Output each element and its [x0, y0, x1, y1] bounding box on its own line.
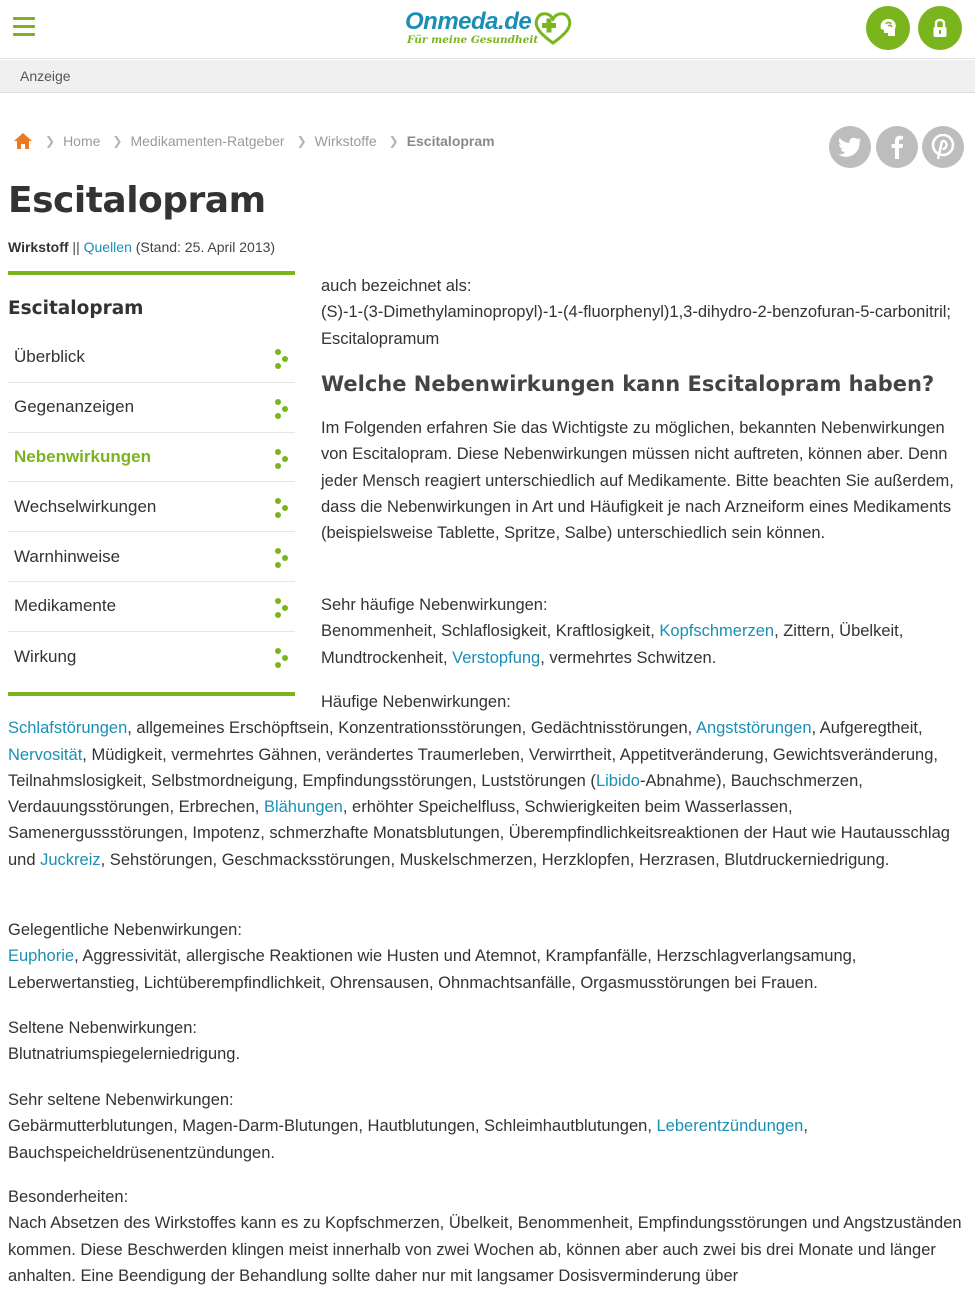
sidebar-item-medikamente[interactable]: [8, 582, 295, 632]
sidebar-item-label: Überblick: [14, 347, 85, 367]
link-leberentzuendungen[interactable]: Leberentzündungen: [656, 1117, 804, 1136]
text-run: , Aufgeregtheit,: [811, 719, 923, 738]
sidebar-title: Escitalopram: [8, 298, 144, 319]
common-effects: [8, 689, 973, 873]
link-schlafstoerungen[interactable]: Schlafstörungen: [8, 719, 128, 738]
article-meta: [8, 239, 275, 255]
text-run: , vermehrtes Schwitzen.: [540, 648, 717, 667]
sources-link[interactable]: Quellen: [83, 239, 132, 255]
dots-icon: [275, 648, 289, 668]
sidebar-item-label: Wirkung: [14, 646, 77, 666]
breadcrumb-home[interactable]: Home: [63, 133, 101, 149]
ad-bar: [0, 60, 975, 93]
link-juckreiz[interactable]: Juckreiz: [40, 850, 101, 869]
text-run: , allgemeines Erschöpftsein, Konzentrationsstörungen, Gedächtnisstörungen,: [127, 719, 696, 738]
text-run: , Bauchspeicheldrüsenentzündungen.: [8, 1117, 808, 1162]
top-header: [0, 0, 975, 59]
breadcrumb-wirkstoffe[interactable]: Wirkstoffe: [314, 133, 377, 149]
link-euphorie[interactable]: Euphorie: [8, 947, 75, 966]
occasional-effects: [8, 917, 968, 996]
sidebar-item-wechselwirkungen[interactable]: [8, 482, 295, 532]
chevron-right-icon: ❯: [112, 134, 123, 148]
sidebar-item-label: Gegenanzeigen: [14, 397, 135, 417]
section-heading: Welche Nebenwirkungen kann Escitalopram haben?: [321, 372, 935, 396]
sidebar-item-label: Warnhinweise: [14, 546, 121, 566]
facebook-icon: [890, 135, 904, 159]
meta-date: (Stand: 25. April 2013): [131, 239, 276, 255]
text-run: Nach Absetzen des Wirkstoffes kann es zu Kopfschmerzen, Übelkeit, Benommenheit, Empfindungsstörungen und Angstzuständen kommen. Diese Beschwerden klingen meist innerhalb von zwei Wochen ab, können aber auch zwei bis drei Monate und länger anhalten. Eine Beendigung der Behandlung sollte daher nur mit langsamer Dosisverminderung über: [8, 1214, 962, 1285]
lock-icon: [929, 17, 951, 39]
dots-icon: [275, 449, 289, 469]
text-run: -Abnahme), Bauchschmerzen, Verdauungsstörungen, Erbrechen,: [8, 771, 863, 817]
text-run: Benommenheit, Schlaflosigkeit, Kraftlosigkeit,: [321, 622, 660, 641]
sidebar-item-gegenanzeigen[interactable]: [8, 383, 295, 433]
chevron-right-icon: ❯: [45, 134, 56, 148]
sidebar-nav: [8, 271, 295, 682]
sidebar-item-label: Medikamente: [14, 596, 117, 616]
hamburger-menu-icon[interactable]: [13, 17, 35, 37]
dots-icon: [275, 548, 289, 568]
intro-paragraph: Im Folgenden erfahren Sie das Wichtigste zu möglichen, bekannten Nebenwirkungen von Escitalopram. Diese Nebenwirkungen müssen nicht auftreten, können aber. Denn jeder Mensch reagiert unterschiedlich auf Medikamente. Bitte beachten Sie außerdem, dass die Nebenwirkungen in Art und Häufigkeit je nach Arzneiform eines Medikaments (beispielsweise Tablette, Spritze, Salbe) unterschiedlich sein können.: [321, 419, 954, 543]
dots-icon: [275, 498, 289, 518]
text-run: , Müdigkeit, vermehrtes Gähnen, verändertes Traumerleben, Verwirrtheit, Appetitveränderung, Gewichtsveränderung, Teilnahmslosigkeit, Selbstmordneigung, Empfindungsstörungen, Luststörungen (: [8, 745, 938, 790]
text-run: , erhöhter Speichelfluss, Schwierigkeiten beim Wasserlassen, Samenergussstörungen, Impotenz, schmerzhafte Monatsblutungen, Überempfindlichkeitsreaktionen der Haut wie Hautausschlag und: [8, 798, 950, 869]
twitter-icon: [838, 137, 862, 157]
text-run: , Sehstörungen, Geschmacksstörungen, Muskelschmerzen, Herzklopfen, Herzrasen, Blutdruckerniedrigung.: [100, 850, 890, 869]
link-verstopfung[interactable]: Verstopfung: [452, 648, 541, 667]
sidebar-item-wirkung[interactable]: [8, 632, 295, 682]
dots-icon: [275, 349, 289, 369]
pinterest-icon: [931, 134, 955, 160]
text-run: Blutnatriumspiegelerniedrigung.: [8, 1045, 241, 1064]
aka-label: auch bezeichnet als:: [321, 277, 472, 295]
chevron-right-icon: ❯: [296, 134, 307, 148]
meta-separator: ||: [68, 239, 84, 255]
page-title: Escitalopram: [8, 180, 266, 221]
aka-block: [321, 273, 961, 352]
sidebar-item-warnhinweise[interactable]: [8, 532, 295, 582]
link-libido[interactable]: Libido: [595, 771, 640, 790]
pinterest-share-button[interactable]: [922, 126, 964, 168]
logo-title: Onmeda.de: [405, 8, 532, 35]
text-run: , Aggressivität, allergische Reaktionen wie Husten und Atemnot, Krampfanfälle, Herzschlagverlangsamung, Leberwertanstieg, Lichtüberempfindlichkeit, Ohrensausen, Ohnmachtsanfälle, Orgasmusstörungen bei Frauen.: [8, 947, 857, 992]
facebook-share-button[interactable]: [876, 126, 918, 168]
special-label: Besonderheiten:: [8, 1188, 129, 1206]
logo-subtitle: Für meine Gesundheit: [407, 34, 539, 46]
link-kopfschmerzen[interactable]: Kopfschmerzen: [659, 622, 775, 641]
very-rare-effects: [8, 1087, 968, 1166]
link-nervositaet[interactable]: Nervosität: [8, 745, 83, 764]
link-angststoerungen[interactable]: Angststörungen: [695, 719, 812, 738]
ad-label: Anzeige: [20, 68, 71, 84]
brain-head-icon: [877, 17, 899, 39]
breadcrumb: [13, 130, 495, 152]
occasional-label: Gelegentliche Nebenwirkungen:: [8, 921, 242, 939]
sidebar-item-label: Wechselwirkungen: [14, 496, 157, 516]
dots-icon: [275, 598, 289, 618]
common-label: Häufige Nebenwirkungen:: [321, 693, 511, 711]
very-common-effects: [321, 592, 971, 671]
link-blaehungen[interactable]: Blähungen: [263, 798, 343, 817]
text-run: , Zittern, Übelkeit, Mundtrockenheit,: [321, 622, 904, 667]
home-icon[interactable]: [13, 132, 33, 150]
sidebar-item-label: Nebenwirkungen: [14, 446, 151, 466]
twitter-share-button[interactable]: [829, 126, 871, 168]
text-run: Gebärmutterblutungen, Magen-Darm-Blutungen, Hautblutungen, Schleimhautblutungen,: [8, 1117, 657, 1136]
special-notes: [8, 1184, 973, 1289]
aka-text: (S)-1-(3-Dimethylaminopropyl)-1-(4-fluorphenyl)1,3-dihydro-2-benzofuran-5-carbonitril; Escitalopramum: [321, 303, 951, 348]
dots-icon: [275, 399, 289, 419]
very-rare-label: Sehr seltene Nebenwirkungen:: [8, 1091, 234, 1109]
onmeda-logo[interactable]: [405, 8, 575, 50]
breadcrumb-current: Escitalopram: [406, 133, 495, 149]
very-common-label: Sehr häufige Nebenwirkungen:: [321, 596, 548, 614]
breadcrumb-medikamenten-ratgeber[interactable]: Medikamenten-Ratgeber: [130, 133, 285, 149]
sidebar-item-nebenwirkungen[interactable]: [8, 433, 295, 483]
chevron-right-icon: ❯: [388, 134, 399, 148]
rare-effects: [8, 1015, 968, 1068]
rare-label: Seltene Nebenwirkungen:: [8, 1019, 197, 1037]
meta-type: Wirkstoff: [8, 239, 69, 255]
sidebar-item-ueberblick[interactable]: [8, 333, 295, 383]
brain-head-button[interactable]: [866, 6, 910, 50]
heart-cross-icon: [533, 10, 573, 46]
login-button[interactable]: [918, 6, 962, 50]
